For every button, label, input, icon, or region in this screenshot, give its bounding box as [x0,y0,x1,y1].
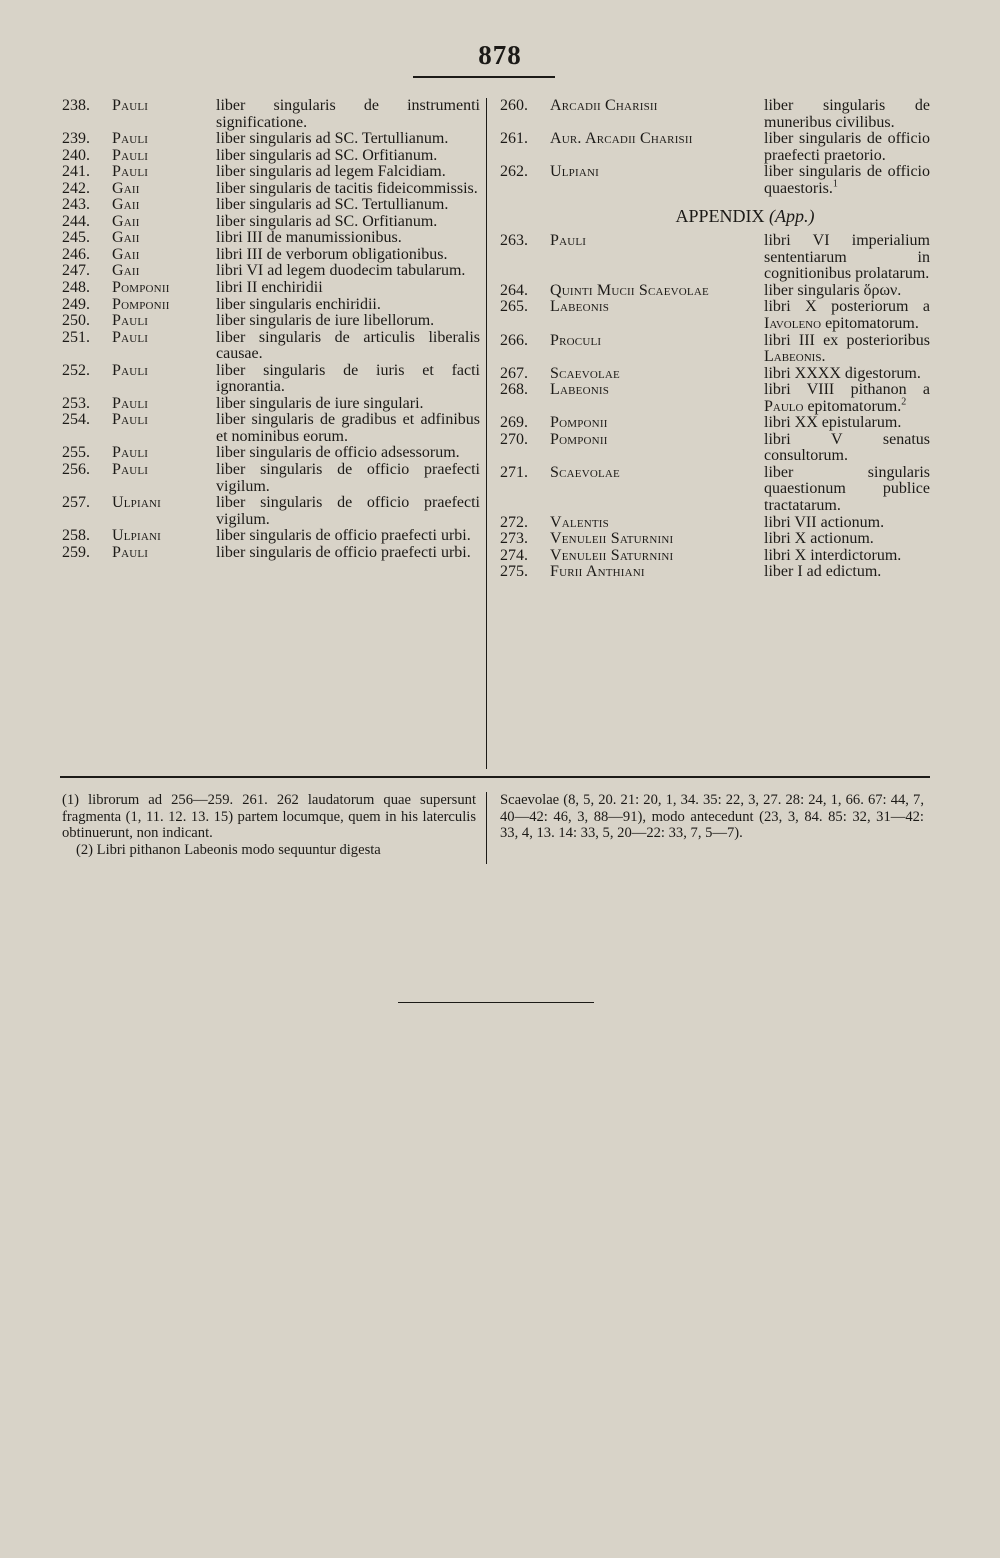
entry-work [216,197,480,214]
catalog-entry [500,564,930,581]
entry-number: 242. [62,179,90,197]
entry-number: 241. [62,163,90,181]
entry-work [216,313,480,330]
catalog-entry [62,297,480,314]
entry-number: 238. [62,97,90,114]
bottom-rule [398,1002,594,1003]
entry-number: 269. [500,414,528,432]
entry-number: 244. [62,212,90,230]
appendix-abbr: (App.) [769,206,815,227]
entry-work [764,432,930,465]
entry-author: Pauli [550,232,587,250]
entry-number: 247. [62,262,90,280]
catalog-entry [62,330,480,363]
entry-author: Pauli [112,543,149,561]
entry-work-text: liber singularis de gradibus et adfinibus et nominibus eorum. [216,411,480,445]
entry-number: 255. [62,444,90,462]
entry-work-text: liber singularis de officio praefecti vigilum. [216,494,480,528]
entry-work-text: epitomatorum. [803,397,902,415]
entry-work-text: libri II enchiridii [216,279,323,297]
entry-work [764,333,930,366]
entry-number: 265. [500,298,528,316]
catalog-entry [62,280,480,297]
entry-work-text: liber singularis ad legem Falcidiam. [216,163,446,181]
entry-author: Ulpiani [112,494,162,512]
entry-author: Pomponii [112,279,170,297]
entry-number: 272. [500,513,528,531]
appendix-heading [560,197,930,233]
entry-author: Gaii [112,212,140,230]
entry-number: 252. [62,361,90,379]
entry-work-author: Labeonis [764,348,822,366]
entry-number: 260. [500,97,528,114]
entry-number: 253. [62,394,90,412]
entry-work-text: liber singularis de officio adsessorum. [216,444,460,462]
catalog-entry [500,366,930,383]
entry-work-text: liber singularis de officio praefecti vigilum. [216,461,480,495]
catalog-entry [62,181,480,198]
footnote-1: (1) librorum ad 256—259. 261. 262 laudatorum quae supersunt fragmenta (1, 11. 12. 13. 15) partem locumque, quem in his laterculis obtinuerunt, non indicant. [62,792,476,841]
entry-number: 268. [500,381,528,399]
entry-number: 243. [62,196,90,214]
entry-author: Scaevolae [550,364,620,382]
entry-author: Labeonis [550,298,610,316]
entry-work-text: liber singularis de tacitis fideicommissis. [216,179,478,197]
entry-work-text: libri V senatus consultorum. [764,430,930,465]
catalog-entry [62,230,480,247]
entry-work-text: libri X posteriorum a [764,298,930,316]
catalog-entry [62,148,480,165]
entry-author: Valentis [550,513,609,531]
entry-work-text: liber singularis de articulis liberalis causae. [216,328,480,363]
entry-number: 257. [62,494,90,512]
entry-work-text: liber singularis ad SC. Orfitianum. [216,212,438,230]
entry-work [764,283,930,300]
catalog-entry [62,313,480,330]
entry-number: 249. [62,295,90,313]
entry-author: Gaii [112,179,140,197]
entry-author: Pauli [112,361,149,379]
entry-author: Pomponii [550,430,608,448]
entry-author: Pauli [112,461,149,479]
entry-work-text: libri VI ad legem duodecim tabularum. [216,262,466,280]
entry-author: Venuleii Saturnini [550,546,674,564]
entry-work [764,382,930,415]
entry-work [764,465,930,515]
entry-work [216,214,480,231]
entry-work-author: Iavoleno [764,315,822,333]
entry-work [216,412,480,445]
entry-work [216,263,480,280]
catalog-entry [62,214,480,231]
entry-author: Pomponii [550,414,608,432]
entry-work-text: libri VII actionum. [764,513,885,531]
entry-number: 274. [500,546,528,564]
entry-work-text: liber singularis de officio praefecti urbi. [216,527,471,545]
entry-work [764,515,930,532]
entry-work-text: liber singularis ad SC. Tertullianum. [216,196,449,214]
entry-number: 266. [500,331,528,349]
entry-work [216,330,480,363]
entry-author: Gaii [112,262,140,280]
footnotes-left [62,792,476,858]
catalog-entry [500,233,930,283]
catalog-entry [500,299,930,332]
entry-work-text: liber singularis ad SC. Orfitianum. [216,146,438,164]
entry-work-text: . [821,348,826,366]
entry-number: 275. [500,563,528,581]
footnote-2: (2) Libri pithanon Labeonis modo sequuntur digesta [76,841,381,858]
footnotes-right [500,792,924,842]
entry-work [216,280,480,297]
entry-work-text: liber singularis ὅρων. [764,281,902,299]
entry-author: Pauli [112,130,149,148]
entry-number: 239. [62,130,90,148]
entry-work-text: libri III de verborum obligationibus. [216,245,448,263]
entry-number: 248. [62,279,90,297]
entry-author: Ulpiani [550,163,600,181]
entry-work [216,164,480,181]
catalog-entry [62,528,480,545]
entry-number: 270. [500,430,528,448]
entry-work [216,396,480,413]
entry-work-text: liber singularis de instrumenti significatione. [216,97,480,131]
entry-author: Pomponii [112,295,170,313]
entry-work [764,164,930,197]
catalog-entry [62,545,480,562]
entry-work-text: liber singularis de iure libellorum. [216,312,435,330]
entry-work [216,230,480,247]
catalog-entry [500,432,930,465]
catalog-entry [500,131,930,164]
left-column [62,98,480,561]
entry-author: Gaii [112,229,140,247]
entry-number: 254. [62,411,90,429]
entry-work-text: libri X actionum. [764,530,874,548]
entry-author: Pauli [112,97,149,114]
column-divider [486,98,487,769]
entry-work-text: libri VI imperialium sententiarum in cognitionibus prolatarum. [764,232,930,283]
entry-work [764,98,930,131]
entry-author: Aur. Arcadii Charisii [550,130,693,148]
entry-work [216,462,480,495]
catalog-entry [62,363,480,396]
entry-number: 256. [62,461,90,479]
entry-author: Pauli [112,163,149,181]
catalog-entry [500,382,930,415]
entry-work [764,366,930,383]
entry-number: 251. [62,328,90,346]
page-number: 878 [478,40,522,70]
entry-author: Quinti Mucii Scaevolae [550,281,709,299]
entry-work [216,131,480,148]
entry-work [216,247,480,264]
entry-work-text: liber singularis de officio quaestoris. [764,163,930,197]
entry-number: 263. [500,232,528,250]
header-rule [413,76,555,78]
catalog-entry [500,515,930,532]
entry-author: Gaii [112,196,140,214]
entry-author: Ulpiani [112,527,162,545]
entry-work [216,495,480,528]
entry-work [216,148,480,165]
entry-author: Pauli [112,394,149,412]
entry-work [216,545,480,562]
entry-author: Pauli [112,328,149,346]
catalog-entry [500,333,930,366]
entry-author: Arcadii Charisii [550,97,658,114]
footnote-2-continued: Scaevolae (8, 5, 20. 21: 20, 1, 34. 35: 22, 3, 27. 28: 24, 1, 66. 67: 44, 7, 40—42: 46, 3, 88—91), modo antecedunt (23, 3, 84. 85: 32, 31—42: 33, 4, 13. 14: 33, 5, 20—22: 33, 7, 5—7). [500,792,924,841]
entry-author: Labeonis [550,381,610,399]
catalog-entry [500,548,930,565]
catalog-entry [62,164,480,181]
entry-work-text: libri VIII pithanon a [764,381,930,399]
entry-work-text: libri III ex posterioribus [764,331,930,349]
entry-work-text: liber singularis de officio praefecti praetorio. [764,130,930,164]
entry-author: Furii Anthiani [550,563,645,581]
footnote-divider [486,792,487,864]
catalog-entry [62,131,480,148]
catalog-entry [62,495,480,528]
entry-author: Pauli [112,444,149,462]
entry-work [764,299,930,332]
catalog-entry [500,465,930,515]
entry-work-text: liber singularis ad SC. Tertullianum. [216,130,449,148]
footnote-marker: 1 [832,178,838,190]
footnote-rule [60,776,930,778]
entry-work [764,548,930,565]
entry-work-text: liber singularis enchiridii. [216,295,381,313]
entry-number: 264. [500,281,528,299]
entry-author: Scaevolae [550,463,620,481]
entry-author: Pauli [112,312,149,330]
entry-work [216,181,480,198]
entry-number: 271. [500,463,528,481]
entry-work [764,415,930,432]
entry-work-text: liber singularis de iure singulari. [216,394,424,412]
entry-work-text: liber singularis de muneribus civilibus. [764,97,930,131]
entry-work-author: Paulo [764,397,804,415]
entry-author: Pauli [112,146,149,164]
entry-work-text: libri XXXX digestorum. [764,364,921,382]
catalog-entry [500,531,930,548]
entry-work-text: libri X interdictorum. [764,546,902,564]
entry-work-text: libri XX epistularum. [764,414,902,432]
catalog-entry [62,445,480,462]
entry-work-text: liber I ad edictum. [764,563,882,581]
entry-number: 240. [62,146,90,164]
entry-number: 245. [62,229,90,247]
entry-work [764,531,930,548]
entry-number: 258. [62,527,90,545]
catalog-entry [500,98,930,131]
entry-work-text: libri III de manumissionibus. [216,229,402,247]
entry-work [216,297,480,314]
entry-number: 259. [62,543,90,561]
entry-number: 273. [500,530,528,548]
entry-author: Pauli [112,411,149,429]
catalog-entry [62,98,480,131]
entry-work [216,363,480,396]
entry-number: 262. [500,163,528,181]
catalog-entry [62,263,480,280]
entry-work [764,233,930,283]
right-column [500,98,930,581]
catalog-entry [62,396,480,413]
catalog-entry [500,415,930,432]
entry-author: Venuleii Saturnini [550,530,674,548]
entry-number: 267. [500,364,528,382]
catalog-entry [62,247,480,264]
entry-number: 246. [62,245,90,263]
footnote-marker: 2 [901,396,907,408]
entry-work [764,131,930,164]
entry-work-text: liber singularis de iuris et facti ignorantia. [216,361,480,396]
entry-number: 250. [62,312,90,330]
entry-work-text: liber singularis quaestionum publice tractatarum. [764,463,930,515]
entry-work [216,445,480,462]
entry-author: Gaii [112,245,140,263]
entry-number: 261. [500,130,528,148]
catalog-entry [62,197,480,214]
entry-work [764,564,930,581]
entry-author: Proculi [550,331,602,349]
entry-work [216,528,480,545]
catalog-entry [62,412,480,445]
catalog-entry [500,164,930,197]
entry-work-text: epitomatorum. [821,315,919,333]
catalog-entry [62,462,480,495]
catalog-entry [500,283,930,300]
entry-work [216,98,480,131]
entry-work-text: liber singularis de officio praefecti urbi. [216,543,471,561]
appendix-title: APPENDIX [675,206,765,227]
